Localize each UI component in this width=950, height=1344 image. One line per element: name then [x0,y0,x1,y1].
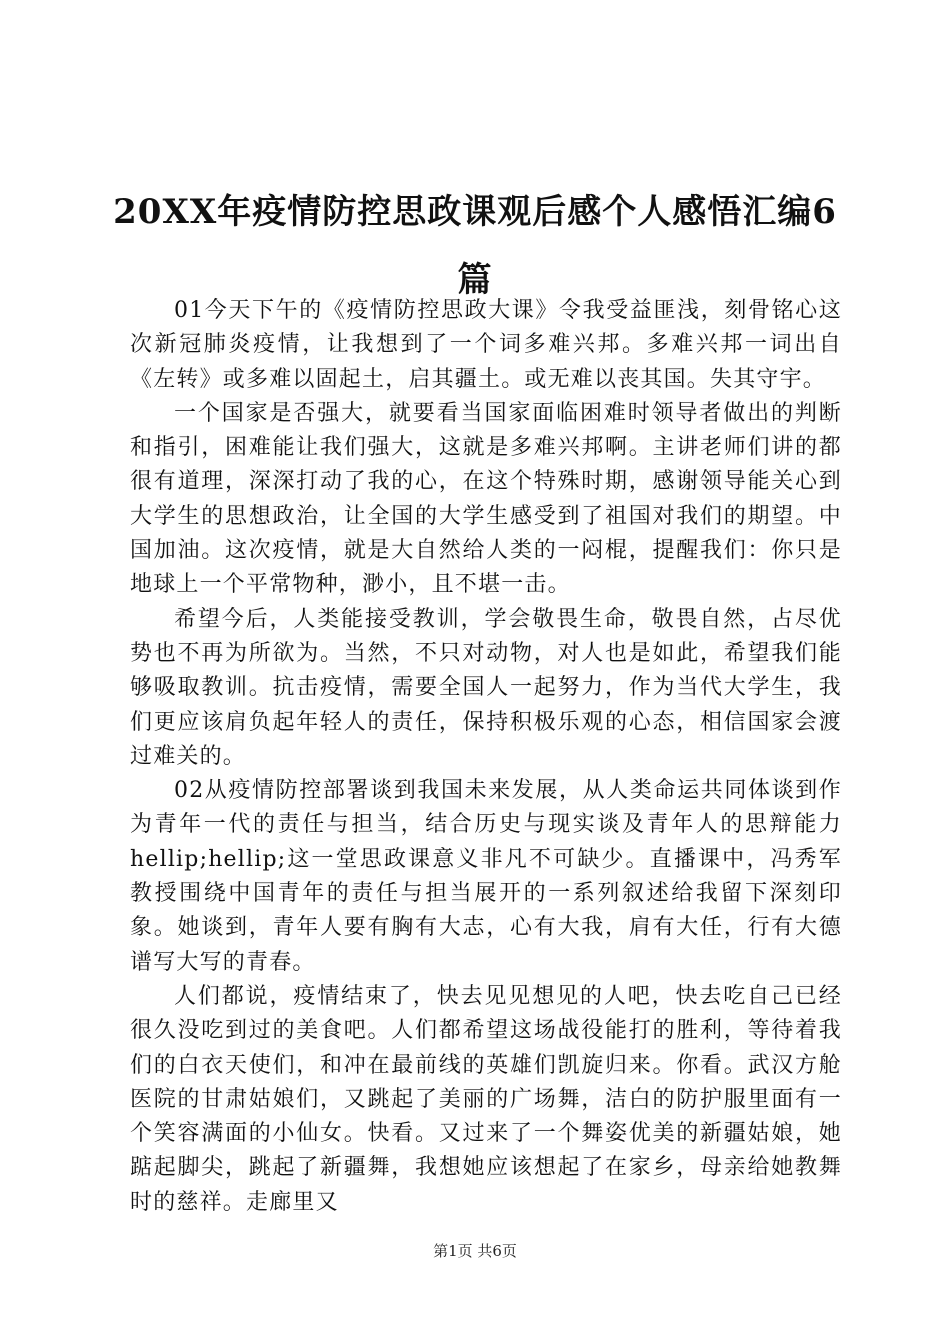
paragraph: 一个国家是否强大，就要看当国家面临困难时领导者做出的判断和指引，困难能让我们强大，这就是多难兴邦啊。主讲老师们讲的都很有道理，深深打动了我的心，在这个特殊时期，感谢领导能关心到大学生的思想政治，让全国的大学生感受到了祖国对我们的期望。中国加油。这次疫情，就是大自然给人类的一闷棍，提醒我们：你只是地球上一个平常物种，渺小，且不堪一击。 [130,400,842,598]
document-title: 20XX年疫情防控思政课观后感个人感悟汇编6篇 [113,192,837,300]
paragraph: 人们都说，疫情结束了，快去见见想见的人吧，快去吃自己已经很久没吃到过的美食吧。人们都希望这场战役能打的胜利，等待着我们的白衣天使们，和冲在最前线的英雄们凯旋归来。你看。武汉方舱医院的甘肃姑娘们，又跳起了美丽的广场舞，洁白的防护服里面有一个笑容满面的小仙女。快看。又过来了一个舞姿优美的新疆姑娘，她踮起脚尖，跳起了新疆舞，我想她应该想起了在家乡，母亲给她教舞时的慈祥。走廊里又 [130,983,842,1215]
paragraph: 希望今后，人类能接受教训，学会敬畏生命，敬畏自然，占尽优势也不再为所欲为。当然，不只对动物，对人也是如此，希望我们能够吸取教训。抗击疫情，需要全国人一起努力，作为当代大学生，我们更应该肩负起年轻人的责任，保持积极乐观的心态，相信国家会渡过难关的。 [130,606,842,769]
page-footer: 第1页 共6页 [433,1242,517,1260]
paragraph: 02从疫情防控部署谈到我国未来发展，从人类命运共同体谈到作为青年一代的责任与担当，结合历史与现实谈及青年人的思辩能力hellip;hellip;这一堂思政课意义非凡不可缺少。直播课中，冯秀军教授围绕中国青年的责任与担当展开的一系列叙述给我留下深刻印象。她谈到，青年人要有胸有大志，心有大我，肩有大任，行有大德谱写大写的青春。 [130,778,842,975]
paragraph: 01今天下午的《疫情防控思政大课》令我受益匪浅，刻骨铭心这次新冠肺炎疫情，让我想到了一个词多难兴邦。多难兴邦一词出自《左转》或多难以固起土，启其疆土。或无难以丧其国。失其守宇。 [130,298,842,392]
document-body [130,294,842,1215]
